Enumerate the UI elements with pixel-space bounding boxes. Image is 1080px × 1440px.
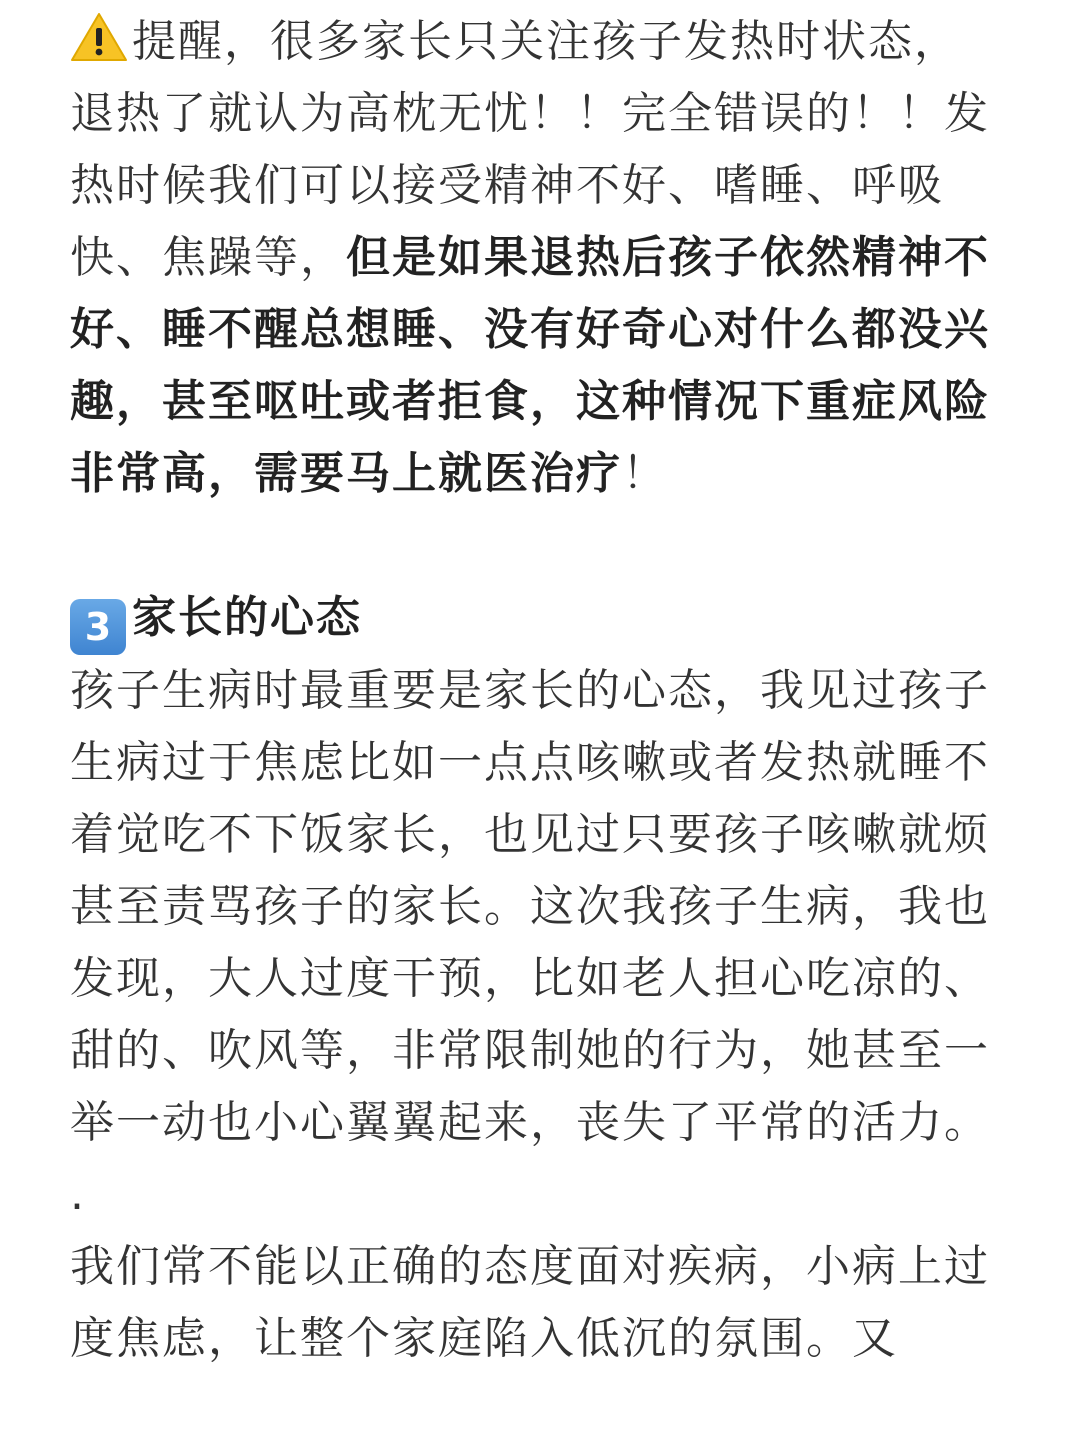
warning-paragraph	[70, 6, 1000, 510]
warning-icon	[70, 12, 128, 62]
warning-end-mark: ！	[622, 448, 668, 499]
separator-dot: .	[70, 1169, 86, 1220]
keycap-3-icon: 3	[70, 599, 126, 655]
section-heading	[70, 582, 1000, 655]
body-paragraph-2: 我们常不能以正确的态度面对疾病，小病上过度焦虑，让整个家庭陷入低沉的氛围。又	[70, 1241, 990, 1364]
warning-text: 提醒，很多家长只关注孩子发热时状态，退热了就认为高枕无忧！！完全错误的！！发热时候我们可以接受精神不好、嗜睡、呼吸快、焦躁等，	[70, 16, 990, 283]
warning-bold-text: 但是如果退热后孩子依然精神不好、睡不醒总想睡、没有好奇心对什么都没兴趣，甚至呕吐或者拒食，这种情况下重症风险非常高，需要马上就医治疗	[70, 232, 990, 499]
spacer	[70, 510, 1000, 582]
body-paragraph: 孩子生病时最重要是家长的心态，我见过孩子生病过于焦虑比如一点点咳嗽或者发热就睡不着觉吃不下饭家长，也见过只要孩子咳嗽就烦甚至责骂孩子的家长。这次我孩子生病，我也发现，大人过度干预，比如老人担心吃凉的、甜的、吹风等，非常限制她的行为，她甚至一举一动也小心翼翼起来，丧失了平常的活力。	[70, 665, 990, 1148]
article-content	[70, 6, 1000, 1375]
section-title: 家长的心态	[132, 592, 362, 643]
